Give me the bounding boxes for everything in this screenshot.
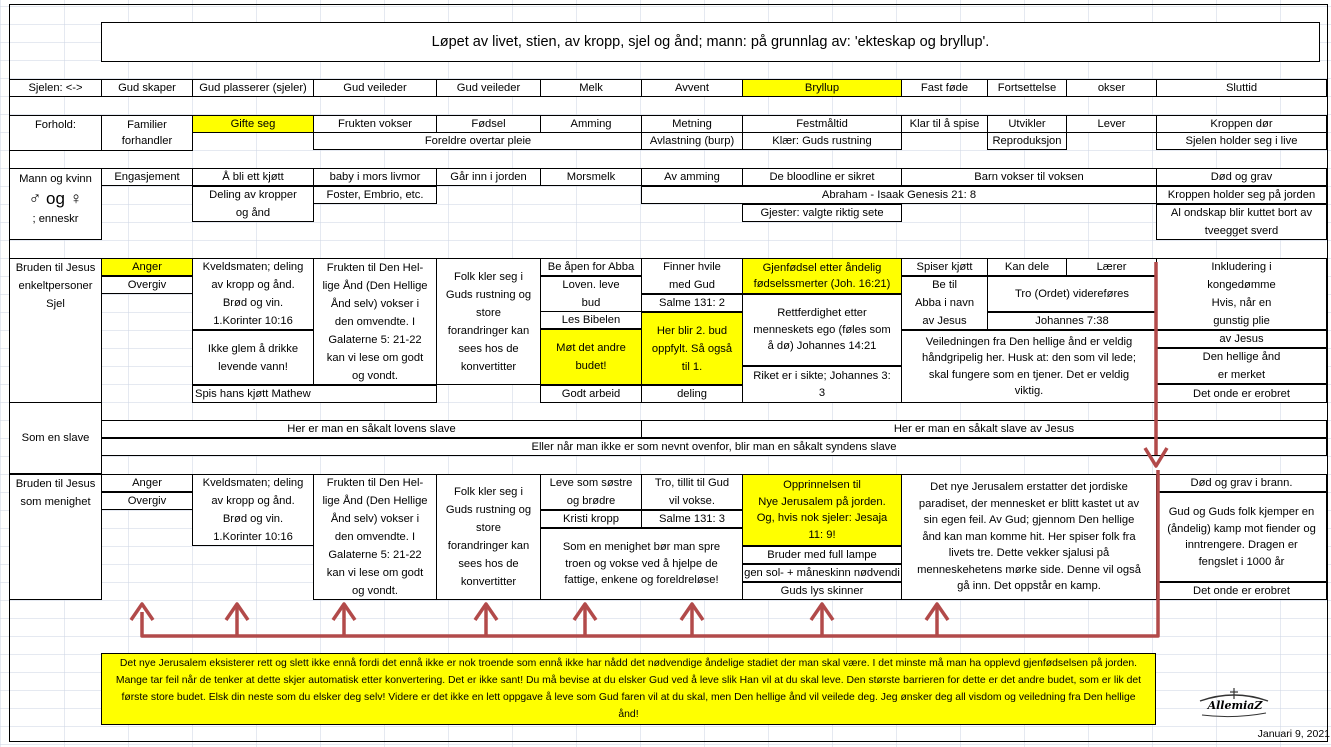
foreldre-overtar-pleie: Foreldre overtar pleie [313, 132, 643, 150]
kan-dele: Kan dele [987, 258, 1067, 276]
klar-til-a-spise: Klar til å spise [901, 115, 988, 133]
mann-og-kvinne-label: Mann og kvinn [19, 173, 92, 185]
salme-131-2: Salme 131: 2 [641, 294, 743, 312]
gud-kjemper: Gud og Guds folk kjemper en (åndelig) kamp mot fiender og inntrengere. Dragen er fengslet i 1000 år [1156, 492, 1327, 582]
be-apen: Be åpen for Abba [540, 258, 642, 276]
bloodline-sikret: De bloodline er sikret [742, 168, 902, 186]
reproduksjon: Reproduksjon [987, 132, 1067, 150]
bruden-menighet-label: Bruden til Jesus som menighet [9, 474, 102, 600]
leve-som-sostre: Leve som søstre og brødre [540, 474, 642, 510]
laerer: Lærer [1066, 258, 1157, 276]
header-gud-plasserer: Gud plasserer (sjeler) [192, 79, 314, 97]
dod-og-grav-i-brann: Død og grav i brann. [1156, 474, 1327, 492]
spis-hans-kjott: Spis hans kjøtt Mathew [192, 385, 437, 403]
header-fortsettelse: Fortsettelse [987, 79, 1067, 97]
overgiv-1: Overgiv [101, 276, 193, 294]
godt-arbeid: Godt arbeid [540, 385, 642, 403]
kveldsmaten-2: Kveldsmaten; deling av kropp og ånd. Brød og vin. 1.Korinter 10:16 [192, 474, 314, 546]
header-gud-veileder-1: Gud veileder [313, 79, 437, 97]
header-avvent: Avvent [641, 79, 743, 97]
folk-kler-1: Folk kler seg i Guds rustning og store forandringer kan sees hos de konvertitter [436, 258, 541, 385]
festmaltid: Festmåltid [742, 115, 902, 133]
frukten-2: Frukten til Den Hel- lige Ånd (Den Hellige Ånd selv) vokser i den omvendte. I Galaterne 5: 21-22 kan vi lese om godt og vondt. [313, 474, 437, 600]
header-fast-fode: Fast føde [901, 79, 988, 97]
som-en-menighet: Som en menighet bør man spre troen og vokse ved å hjelpe de fattige, enkene og foreldreløse! [540, 528, 743, 600]
johannes-7-38: Johannes 7:38 [987, 312, 1157, 330]
header-sluttid: Sluttid [1156, 79, 1327, 97]
mot-det-andre-budet: Møt det andre budet! [540, 329, 642, 385]
kroppen-holder: Kroppen holder seg på jorden [1156, 186, 1327, 204]
inkludering: Inkludering i kongedømme Hvis, når en gunstig plie [1156, 258, 1327, 330]
tro-ordet: Tro (Ordet) videreføres [987, 276, 1157, 312]
header-sjelen: Sjelen: <-> [9, 79, 102, 97]
spiser-kjott: Spiser kjøtt [901, 258, 988, 276]
det-onde-erobret-1: Det onde er erobret [1156, 384, 1327, 403]
anger-1: Anger [101, 258, 193, 276]
sol-maneskinn: gen sol- + måneskinn nødvendi [742, 564, 902, 582]
lever: Lever [1066, 115, 1157, 133]
barn-vokser: Barn vokser til voksen [901, 168, 1157, 186]
metning: Metning [641, 115, 743, 133]
sjelen-holder-seg: Sjelen holder seg i live [1156, 132, 1327, 150]
morsmelk: Morsmelk [540, 168, 642, 186]
gjester: Gjester: valgte riktig sete [742, 204, 902, 222]
deling-cell: deling [641, 385, 743, 403]
foster-embrio: Foster, Embrio, etc. [313, 186, 437, 204]
ikke-glem: Ikke glem å drikke levende vann! [192, 330, 314, 385]
page-title: Løpet av livet, stien, av kropp, sjel og ånd; mann: på grunnlag av: 'ekteskap og bryllup'. [101, 22, 1320, 62]
frukten-vokser: Frukten vokser [313, 115, 437, 133]
mann-og-kvinne-label-2: ; enneskr [32, 213, 79, 225]
frukten-1: Frukten til Den Hel- lige Ånd (Den Hellige Ånd selv) vokser i den omvendte. I Galaterne 5: 21-22 kan vi lese om godt og vondt. [313, 258, 437, 385]
syndens-slave: Eller når man ikke er som nevnt ovenfor, blir man en såkalt syndens slave [101, 438, 1327, 456]
engasjement: Engasjement [101, 168, 193, 186]
klaer-guds-rustning: Klær: Guds rustning [742, 132, 902, 150]
kveldsmaten-1: Kveldsmaten; deling av kropp og ånd. Brød og vin. 1.Korinter 10:16 [192, 258, 314, 330]
anger-2: Anger [101, 474, 193, 492]
finner-hvile: Finner hvile med Gud [641, 258, 743, 294]
bruder-med-lampe: Bruder med full lampe [742, 546, 902, 564]
bruden-enkeltpersoner-label: Bruden til Jesus enkeltpersoner Sjel [9, 258, 102, 403]
loven-leve-bud: Loven. leve bud [540, 276, 642, 312]
lovens-slave: Her er man en såkalt lovens slave [101, 420, 642, 438]
gjenfodsel: Gjenfødsel etter åndelig fødselssmerter (Joh. 16:21) [742, 258, 902, 294]
det-nye-jerusalem: Det nye Jerusalem erstatter det jordiske paradiset, der mennesket er blitt kastet ut av sin egen feil. Av Gud; gjennom Den hellige ånd kan man komme hit. Her spiser folk fra livets tre. Dette vekker sjalusi på menneskehetens mørke side. Denne vil også gå inn. Det oppstår en kamp. [901, 474, 1157, 600]
date-label: Januari 9, 2021 [1257, 728, 1330, 740]
les-bibelen: Les Bibelen [540, 311, 642, 329]
header-gud-skaper: Gud skaper [101, 79, 193, 97]
arrow-up-stems [237, 606, 937, 636]
header-gud-veileder-2: Gud veileder [436, 79, 541, 97]
fodsel: Fødsel [436, 115, 541, 133]
arrow-path-bottom [142, 470, 1158, 636]
folk-kler-2: Folk kler seg i Guds rustning og store forandringer kan sees hos de konvertitter [436, 474, 541, 600]
bli-ett-kjott: Å bli ett kjøtt [192, 168, 314, 186]
header-okser: okser [1066, 79, 1157, 97]
forhold-label: Forhold: [9, 115, 102, 151]
av-jesus: av Jesus [1156, 330, 1327, 348]
kroppen-dor: Kroppen dør [1156, 115, 1327, 133]
avlastning: Avlastning (burp) [641, 132, 743, 150]
tro-tillit: Tro, tillit til Gud vil vokse. [641, 474, 743, 510]
den-hellige-and-merket: Den hellige ånd er merket [1156, 348, 1327, 384]
arrow-group [131, 262, 1167, 636]
ondskap-kuttet: Al ondskap blir kuttet bort av tveegget sverd [1156, 204, 1327, 240]
amming: Amming [540, 115, 642, 133]
header-melk: Melk [540, 79, 642, 97]
gar-inn-i-jorden: Går inn i jorden [436, 168, 541, 186]
deling-av-kropper: Deling av kropper og ånd [192, 186, 314, 222]
familier-forhandler: Familier forhandler [101, 115, 193, 151]
baby-i-mors-livmor: baby i mors livmor [313, 168, 437, 186]
veiledningen: Veiledningen fra Den hellige ånd er veldig håndgripelig her. Husk at: den som vil lede; skal fungere som en tjener. Det er veldig viktig. [901, 330, 1157, 403]
guds-lys-skinner: Guds lys skinner [742, 582, 902, 600]
salme-131-3: Salme 131: 3 [641, 510, 743, 528]
logo-text: AllemiaZ [1207, 699, 1263, 712]
slave-av-jesus: Her er man en såkalt slave av Jesus [641, 420, 1327, 438]
her-blir-2-bud: Her blir 2. bud oppfylt. Så også til 1. [641, 312, 743, 385]
utvikler: Utvikler [987, 115, 1067, 133]
det-onde-erobret-2: Det onde er erobret [1156, 582, 1327, 600]
dod-og-grav: Død og grav [1156, 168, 1327, 186]
header-bryllup: Bryllup [742, 79, 902, 97]
overgiv-2: Overgiv [101, 492, 193, 510]
riket-er-i-sikte: Riket er i sikte; Johannes 3: 3 [742, 366, 902, 403]
rettferdighet: Rettferdighet etter menneskets ego (føles som å dø) Johannes 14:21 [742, 294, 902, 366]
som-en-slave-label: Som en slave [9, 402, 102, 474]
abraham-isaak: Abraham - Isaak Genesis 21: 8 [641, 186, 1157, 204]
opprinnelsen: Opprinnelsen til Nye Jerusalem på jorden. Og, hvis nok sjeler: Jesaja 11: 9! [742, 474, 902, 546]
bottom-note: Det nye Jerusalem eksisterer rett og slett ikke ennå fordi det ennå ikke er nok troende som ennå ikke har nådd det nødvendige åndelige stadiet der man skal være. I det minste må man ha opplevd gjenfødselsen på jorden. Mange tar feil når de tenker at dette skjer automatisk etter konvertering. Det er ikke sant! Du må bevise at du elsker Gud ved å leve slik Han vil at du skal leve. Den største barrieren for dette er det andre budet, som er lik det første store budet. Elsk din neste som du elsker deg selv! Videre er det ikke en lett oppgave å leve som Gud faren vil at du skal, men Den hellige ånd vil veilede deg. Jeg ønsker deg all visdom og veiledning fra Den hellige ånd! [101, 653, 1156, 725]
kristi-kropp: Kristi kropp [540, 510, 642, 528]
gifte-seg: Gifte seg [192, 115, 314, 133]
arrow-up-heads [131, 604, 948, 620]
gender-symbols: ♂ og ♀ [28, 189, 83, 208]
av-amming: Av amming [641, 168, 743, 186]
be-til-abba: Be til Abba i navn av Jesus [901, 276, 988, 330]
